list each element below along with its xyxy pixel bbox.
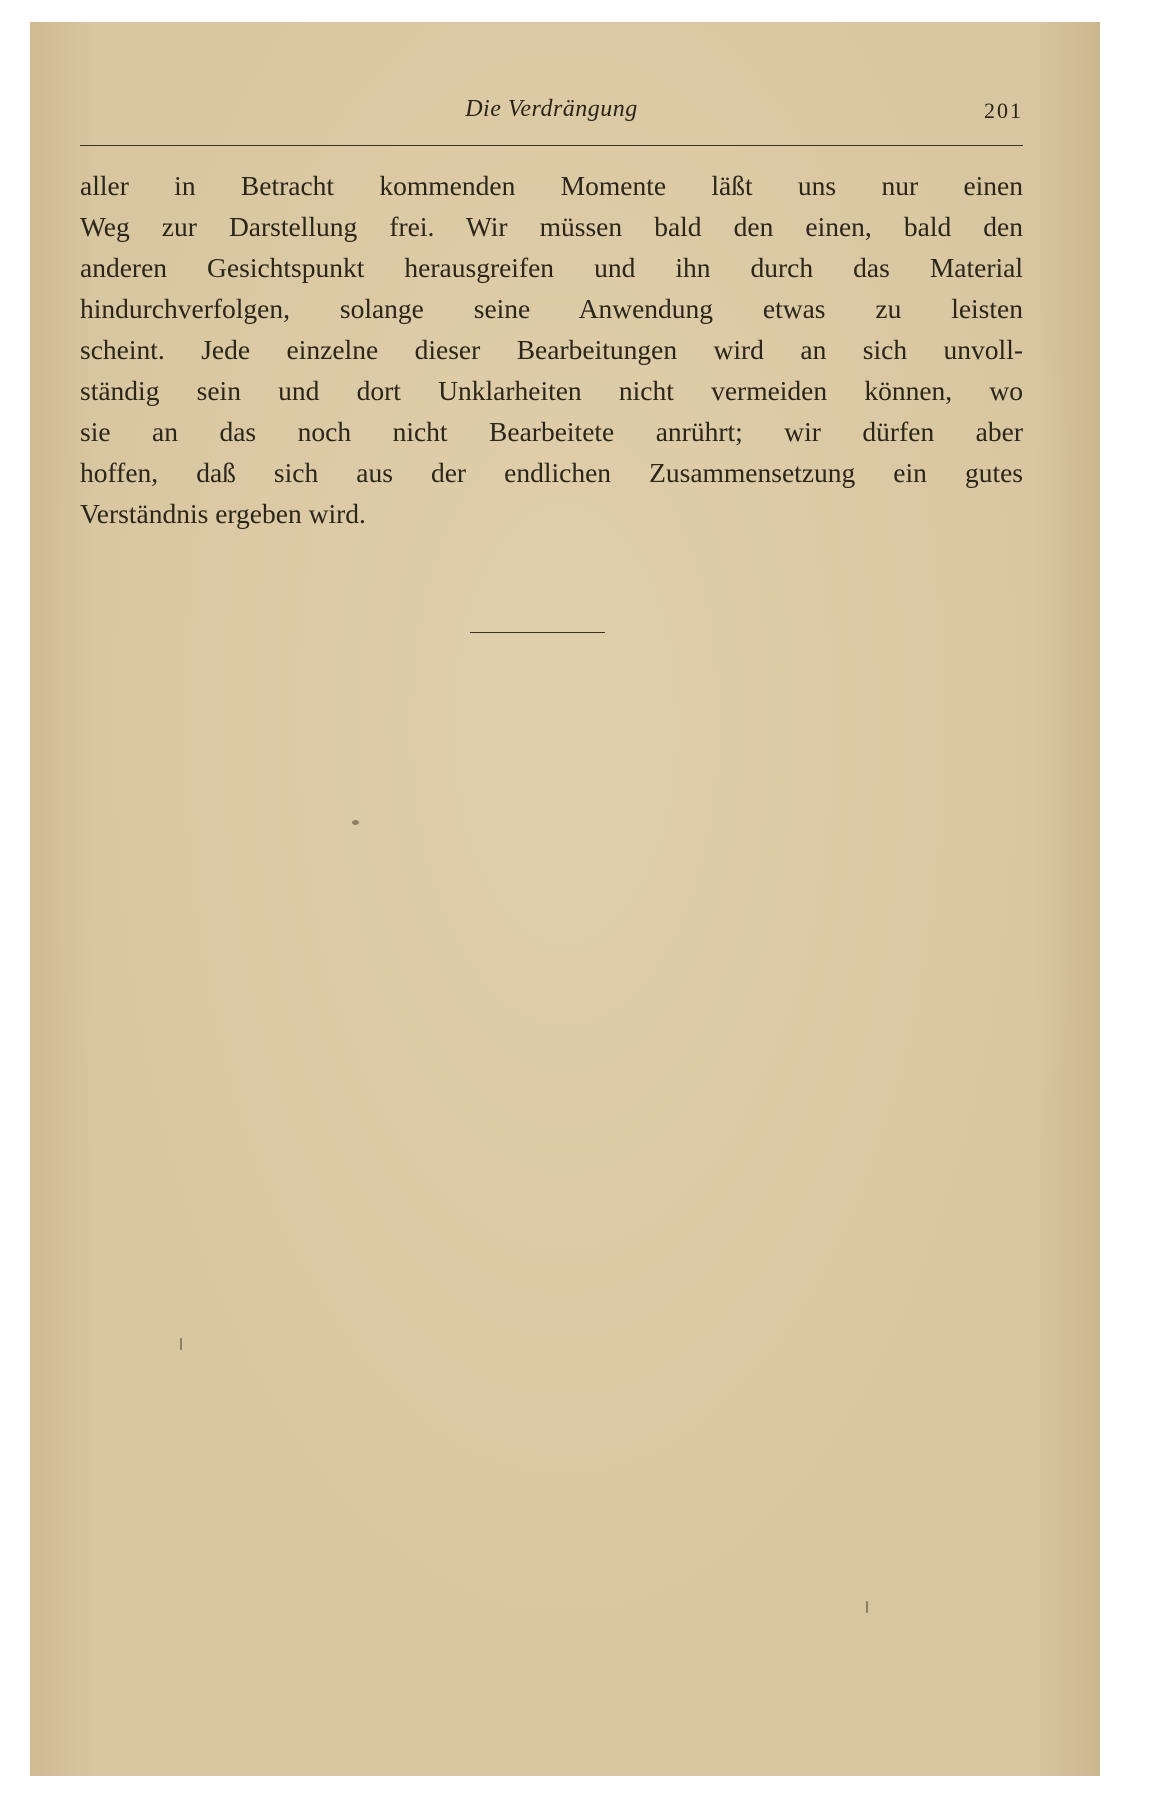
- page-number: 201: [984, 98, 1023, 123]
- paper-speck: [866, 1601, 868, 1613]
- paper-speck: [352, 820, 359, 825]
- text-line: Verständnis ergeben wird.: [80, 498, 366, 529]
- body-paragraph: [80, 165, 1023, 534]
- running-title: Die Verdrängung: [465, 96, 638, 122]
- text-line: anderen Gesichtspunkt herausgreifen und ihn durch das Material: [80, 252, 1023, 283]
- text-line: ständig sein und dort Unklarheiten nicht vermeiden können, wo: [80, 375, 1023, 406]
- text-line: scheint. Jede einzelne dieser Bearbeitungen wird an sich unvoll-: [80, 334, 1023, 365]
- running-header: [80, 88, 1023, 128]
- book-page: [30, 22, 1100, 1776]
- header-rule: [80, 145, 1023, 146]
- paper-speck: [180, 1338, 182, 1350]
- text-line: Weg zur Darstellung frei. Wir müssen bald den einen, bald den: [80, 211, 1023, 242]
- text-line: hoffen, daß sich aus der endlichen Zusammensetzung ein gutes: [80, 457, 1023, 488]
- text-line: aller in Betracht kommenden Momente läßt uns nur einen: [80, 170, 1023, 201]
- section-end-rule: [470, 632, 605, 633]
- text-line: sie an das noch nicht Bearbeitete anrührt; wir dürfen aber: [80, 416, 1023, 447]
- text-line: hindurchverfolgen, solange seine Anwendung etwas zu leisten: [80, 293, 1023, 324]
